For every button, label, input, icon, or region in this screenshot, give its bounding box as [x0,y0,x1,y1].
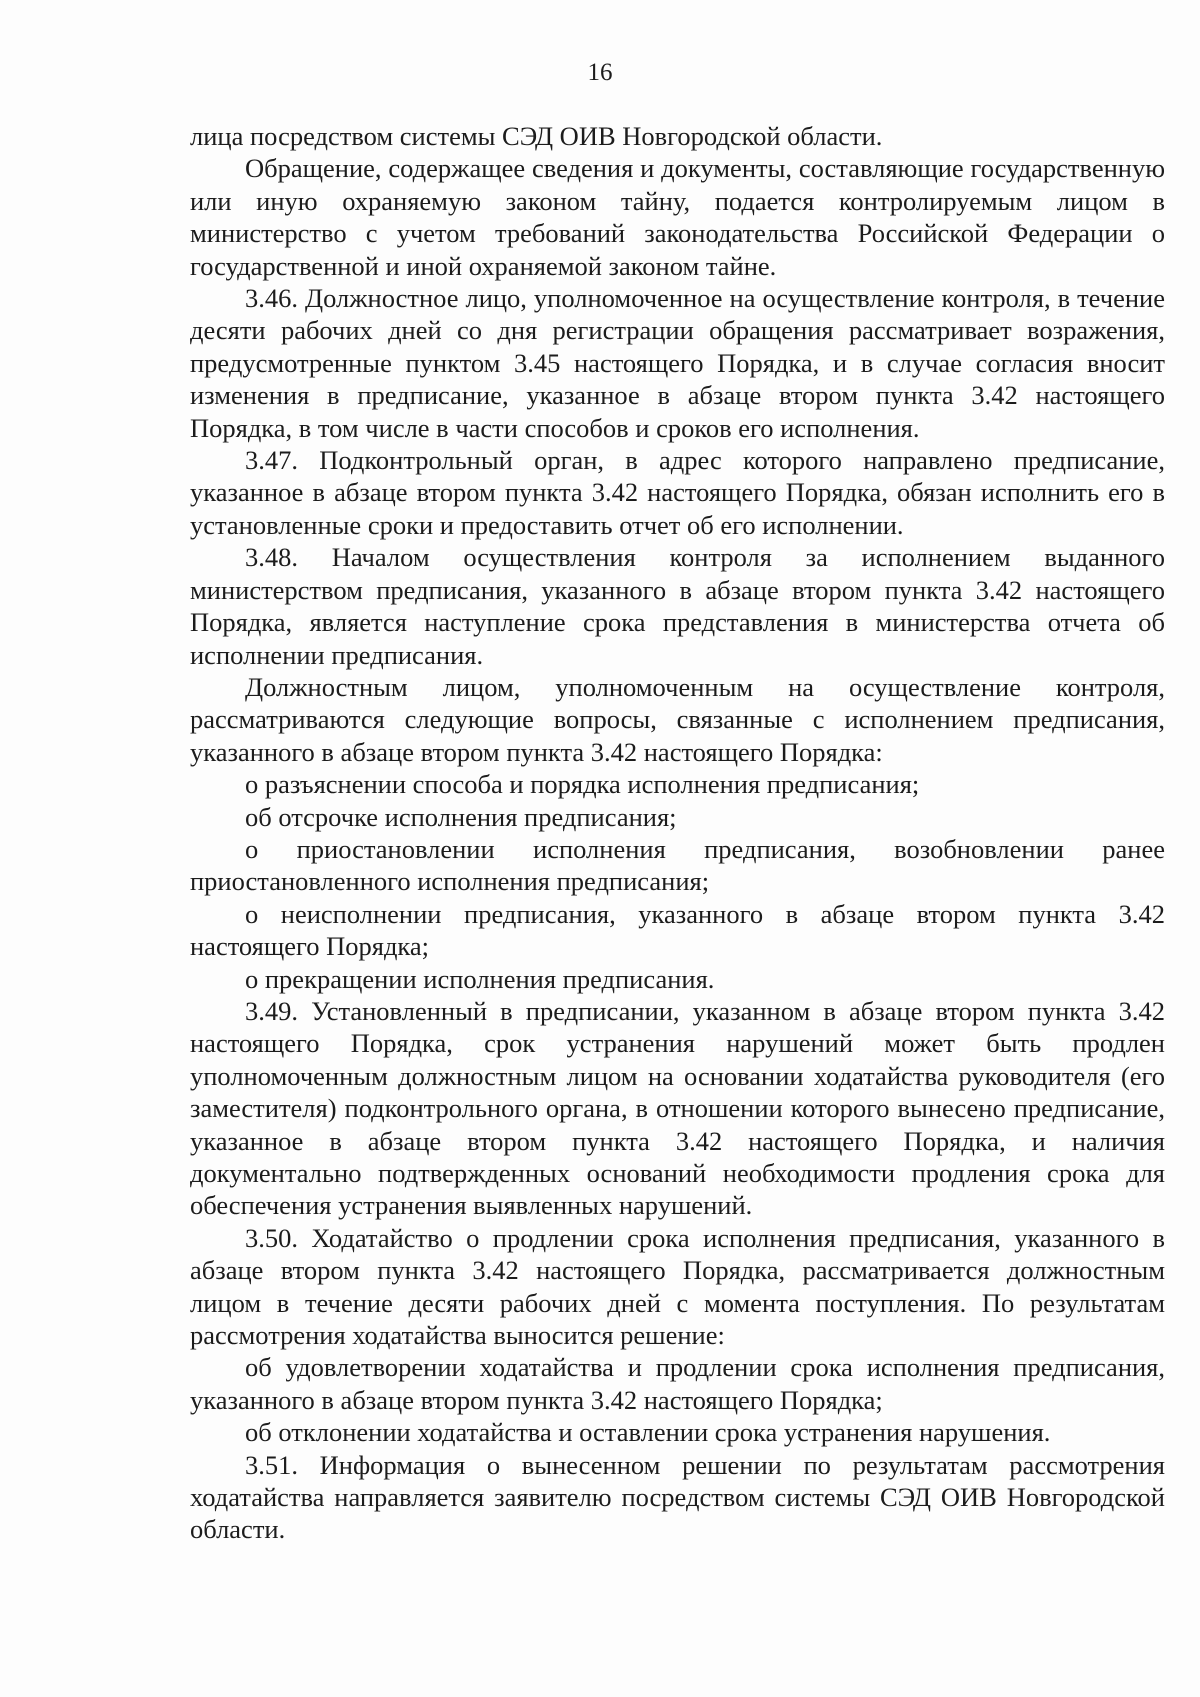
paragraph: 3.51. Информация о вынесенном решении по результатам рассмотрения ходатайства направляется заявителю посредством системы СЭД ОИВ Новгородской области. [190,1449,1165,1545]
paragraph: об отсрочке исполнения предписания; [245,801,677,832]
paragraph: лица посредством системы СЭД ОИВ Новгородской области. [190,121,883,151]
paragraph: 3.48. Началом осуществления контроля за исполнением выданного министерством предписания, указанного в абзаце втором пункта 3.42 настоящего Порядка, является наступление срока представления в министерства отчета об исполнении предписания. [190,542,1165,670]
document-body [190,120,1165,1546]
paragraph: об отклонении ходатайства и оставлении срока устранения нарушения. [245,1417,1051,1448]
paragraph: об удовлетворении ходатайства и продлении срока исполнения предписания, указанного в абзаце втором пункта 3.42 настоящего Порядка; [190,1352,1165,1415]
paragraph: о разъяснении способа и порядка исполнения предписания; [245,769,920,800]
paragraph: о прекращении исполнения предписания. [245,963,715,994]
paragraph: 3.49. Установленный в предписании, указанном в абзаце втором пункта 3.42 настоящего Порядка, срок устранения нарушений может быть продлен уполномоченным должностным лицом на основании ходатайства руководителя (его заместителя) подконтрольного органа, в отношении которого вынесено предписание, указанное в абзаце втором пункта 3.42 настоящего Порядка, и наличия документально подтвержденных оснований необходимости продления срока для обеспечения устранения выявленных нарушений. [190,995,1165,1221]
paragraph: о приостановлении исполнения предписания, возобновлении ранее приостановленного исполнения предписания; [190,833,1165,897]
page-number: 16 [587,59,613,86]
paragraph: 3.46. Должностное лицо, уполномоченное на осуществление контроля, в течение десяти рабочих дней со дня регистрации обращения рассматривает возражения, предусмотренные пунктом 3.45 настоящего Порядка, и в случае согласия вносит изменения в предписание, указанное в абзаце втором пункта 3.42 настоящего Порядка, в том числе в части способов и сроков его исполнения. [190,283,1165,443]
paragraph: Должностным лицом, уполномоченным на осуществление контроля, рассматриваются следующие вопросы, связанные с исполнением предписания, указанного в абзаце втором пункта 3.42 настоящего Порядка: [190,671,1165,767]
paragraph: Обращение, содержащее сведения и документы, составляющие государственную или иную охраняемую законом тайну, подается контролируемым лицом в министерство с учетом требований законодательства Российской Федерации о государственной и иной охраняемой законом тайне. [190,153,1165,281]
paragraph: 3.47. Подконтрольный орган, в адрес которого направлено предписание, указанное в абзаце втором пункта 3.42 настоящего Порядка, обязан исполнить его в установленные сроки и предоставить отчет об его исполнении. [190,445,1165,540]
paragraph: о неисполнении предписания, указанного в абзаце втором пункта 3.42 настоящего Порядка; [190,898,1165,962]
paragraph: 3.50. Ходатайство о продлении срока исполнения предписания, указанного в абзаце втором пункта 3.42 настоящего Порядка, рассматривается должностным лицом в течение десяти рабочих дней с момента поступления. По результатам рассмотрения ходатайства выносится решение: [190,1222,1165,1351]
